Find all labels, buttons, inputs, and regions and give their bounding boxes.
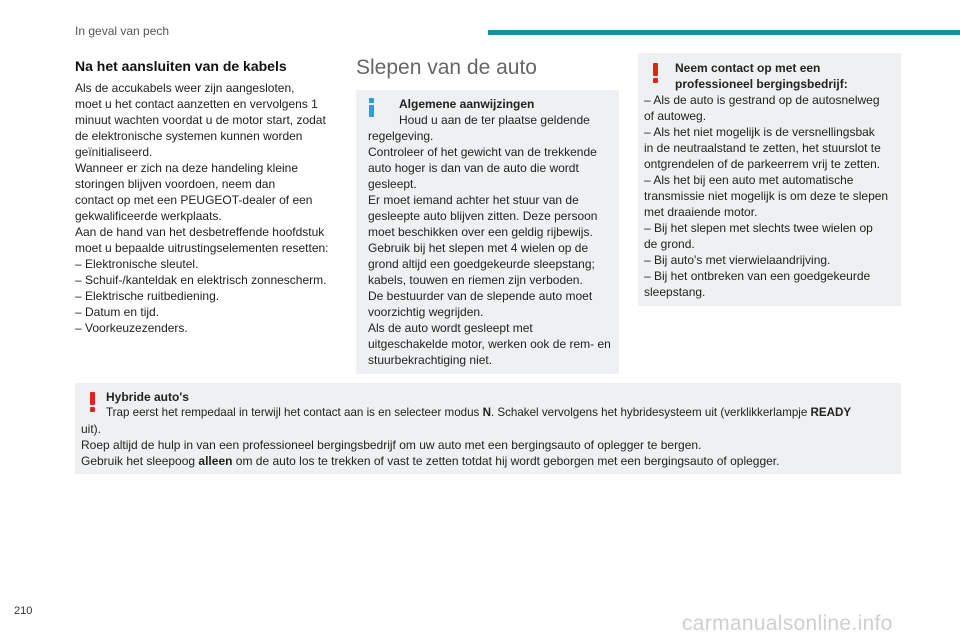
warning-box-line: met draaiende motor. <box>644 205 758 219</box>
info-box-line: auto hoger is dan van de auto die wordt <box>368 161 579 175</box>
warning-box-line: – Bij het slepen met slechts twee wielen op <box>644 221 873 235</box>
left-line: storingen blijven voordoen, neem dan <box>75 177 276 191</box>
mode-n-label: N <box>482 406 491 419</box>
watermark: carmanualsonline.info <box>682 612 893 635</box>
warning-box-title: professioneel bergingsbedrijf: <box>675 77 848 91</box>
left-line: – Schuif-/kanteldak en elektrisch zonnescherm. <box>75 273 327 287</box>
info-box-line: kabels, touwen en riemen zijn verboden. <box>368 273 583 287</box>
info-box <box>356 90 619 374</box>
left-body <box>75 80 350 336</box>
info-box-line: Controleer of het gewicht van de trekkende <box>368 145 597 159</box>
info-box-line: grond altijd een goedgekeurde sleepstang; <box>368 257 595 271</box>
left-line: Aan de hand van het desbetreffende hoofdstuk <box>75 225 325 239</box>
ready-label: READY <box>810 406 852 419</box>
warning-box-line: – Bij het ontbreken van een goedgekeurde <box>644 269 871 283</box>
left-line: – Datum en tijd. <box>75 305 160 319</box>
info-box-line: gesleepte auto blijven zitten. Deze persoon <box>368 209 598 223</box>
warning-box-line: – Bij auto's met vierwielaandrijving. <box>644 253 831 267</box>
warning-box-line: – Als het niet mogelijk is de versnellingsbak <box>644 125 875 139</box>
section-title: In geval van pech <box>75 24 170 38</box>
left-line: moet u bepaalde uitrustingselementen resetten: <box>75 241 329 255</box>
hybrid-warning-box <box>75 383 901 474</box>
info-box-line: Houd u aan de ter plaatse geldende <box>399 113 590 127</box>
warning-box-line: – Als de auto is gestrand op de autosnelweg <box>644 93 880 107</box>
info-box-line: Gebruik bij het slepen met 4 wielen op de <box>368 241 589 255</box>
info-box-line: regelgeving. <box>368 129 434 143</box>
page-number: 210 <box>14 605 33 617</box>
text-span: om de auto los te trekken of vast te zetten totdat hij wordt geborgen met een bergingsauto of oplegger. <box>232 454 780 468</box>
warning-box-line: – Als het bij een auto met automatische <box>644 173 854 187</box>
left-line: moet u het contact aanzetten en vervolgens 1 <box>75 97 318 111</box>
info-box-title: Algemene aanwijzingen <box>399 97 535 111</box>
warning-icon <box>653 63 658 83</box>
text-span: Gebruik het sleepoog <box>81 454 199 468</box>
warning-box-title: Neem contact op met een <box>675 61 821 75</box>
info-box-line: stuurbekrachtiging niet. <box>368 353 493 367</box>
text-span: Trap eerst het rempedaal in terwijl het contact aan is en selecteer modus <box>106 406 483 419</box>
hybrid-box-line: Roep altijd de hulp in van een professioneel bergingsbedrijf om uw auto met een bergingsauto of oplegger te bergen. <box>81 438 702 452</box>
info-box-line: uitgeschakelde motor, werken ook de rem- en <box>368 337 611 351</box>
info-icon <box>369 98 374 117</box>
warning-box <box>638 53 901 306</box>
left-line: – Elektrische ruitbediening. <box>75 289 220 303</box>
hybrid-box-line <box>81 453 893 469</box>
info-box-line: Als de auto wordt gesleept met <box>368 321 533 335</box>
warning-box-line: in de neutraalstand te zetten, het stuurslot te <box>644 141 881 155</box>
info-box-line: voorzichtig wegrijden. <box>368 305 484 319</box>
info-box-line: Er moet iemand achter het stuur van de <box>368 193 579 207</box>
warning-box-line: ontgrendelen of de parkeerrem vrij te zetten. <box>644 157 881 171</box>
hybrid-box-line: uit). <box>81 422 102 436</box>
alleen-label: alleen <box>198 454 233 468</box>
left-heading: Na het aansluiten van de kabels <box>75 58 287 74</box>
left-line: Wanneer er zich na deze handeling kleine <box>75 161 299 175</box>
warning-box-line: de grond. <box>644 237 695 251</box>
left-line: minuut wachten voordat u de motor start, zodat <box>75 113 326 127</box>
left-line: contact op met een PEUGEOT-dealer of een <box>75 193 313 207</box>
main-heading: Slepen van de auto <box>356 56 537 79</box>
left-line: Als de accukabels weer zijn aangesloten, <box>75 81 295 95</box>
header-accent-bar <box>488 30 960 35</box>
hybrid-box-line <box>81 405 893 421</box>
left-line: – Elektronische sleutel. <box>75 257 199 271</box>
left-line: geïnitialiseerd. <box>75 145 153 159</box>
info-box-line: gesleept. <box>368 177 417 191</box>
warning-box-line: transmissie niet mogelijk is om deze te slepen <box>644 189 889 203</box>
hybrid-box-title: Hybride auto's <box>106 390 189 404</box>
warning-icon <box>90 392 95 412</box>
text-span: . Schakel vervolgens het hybridesysteem uit (verklikkerlampje <box>490 406 811 419</box>
warning-box-line: sleepstang. <box>644 285 706 299</box>
left-line: – Voorkeuzezenders. <box>75 321 188 335</box>
left-line: gekwalificeerde werkplaats. <box>75 209 222 223</box>
info-box-line: moet beschikken over een geldig rijbewijs. <box>368 225 593 239</box>
left-line: de elektronische systemen kunnen worden <box>75 129 303 143</box>
info-box-line: De bestuurder van de slepende auto moet <box>368 289 593 303</box>
warning-box-line: of autoweg. <box>644 109 707 123</box>
